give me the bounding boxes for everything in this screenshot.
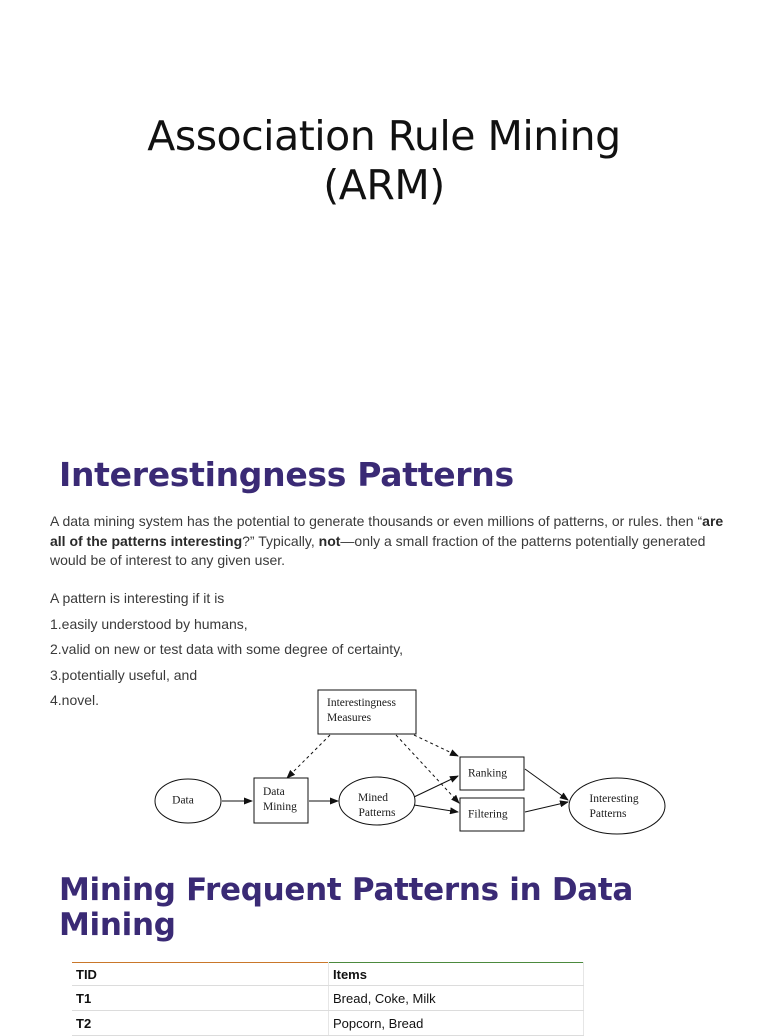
section-heading-frequent-patterns (59, 873, 679, 943)
edge-mined-to-ranking (414, 776, 458, 797)
section-heading-interestingness: Interestingness Patterns (59, 455, 514, 494)
node-interesting-patterns-label-2: Patterns (589, 808, 627, 820)
node-measures-label-1: Interestingness (327, 697, 396, 709)
slide-title (0, 112, 768, 210)
node-measures-label-2: Measures (327, 712, 372, 724)
heading-2-line-1: Mining Frequent Patterns in Data (59, 872, 634, 908)
intro-text-2: ?” Typically, (242, 532, 319, 549)
table-row (72, 1011, 584, 1036)
column-header-items: Items (329, 963, 584, 986)
column-header-tid: TID (72, 963, 329, 986)
table-cell-tid: T1 (72, 986, 329, 1011)
intro-text-1: A data mining system has the potential to generate thousands or even millions of patterns, or rules. then “ (50, 513, 703, 529)
node-interesting-patterns (569, 778, 665, 834)
intro-bold-1: are all of the patterns interesting (50, 513, 724, 549)
edge-ranking-to-interesting (525, 769, 568, 800)
node-filtering-label: Filtering (468, 808, 508, 821)
intro-bold-2: not (318, 532, 341, 549)
table-row (72, 986, 584, 1011)
transactions-table (72, 962, 584, 1036)
slide-title-line-1: Association Rule Mining (147, 112, 621, 160)
criteria-lead: A pattern is interesting if it is (50, 590, 225, 606)
edge-measures-to-ranking (414, 735, 458, 756)
node-data-mining-label-2: Mining (263, 801, 297, 813)
edge-filtering-to-interesting (525, 802, 568, 812)
table-cell-items: Popcorn, Bread (329, 1011, 584, 1036)
heading-2-line-2: Mining (59, 907, 176, 943)
node-mined-patterns-label-2: Patterns (358, 807, 396, 819)
criteria-item: 2.valid on new or test data with some degree of certainty, (50, 641, 404, 657)
node-ranking-label: Ranking (468, 767, 507, 780)
slide-title-line-2: (ARM) (323, 161, 445, 209)
table-header-row (72, 963, 584, 986)
node-mined-patterns-label-1: Mined (357, 792, 389, 804)
table-cell-tid: T2 (72, 1011, 329, 1036)
criteria-item: 4.novel. (50, 692, 100, 708)
criteria-item: 1.easily understood by humans, (50, 615, 248, 632)
node-interesting-patterns-label-1: Interesting (589, 793, 639, 805)
interestingness-diagram (150, 684, 670, 840)
intro-paragraph (50, 512, 740, 571)
intro-text-3: —only a small fraction of the patterns potentially generated would be of interest to any given user. (50, 532, 706, 568)
node-data-label: Data (172, 794, 194, 807)
node-data-mining-label-1: Data (263, 786, 285, 798)
edge-mined-to-filtering (414, 805, 458, 812)
edge-measures-to-mining (287, 735, 330, 778)
criteria-item: 3.potentially useful, and (50, 666, 198, 683)
table-cell-items: Bread, Coke, Milk (329, 986, 584, 1011)
